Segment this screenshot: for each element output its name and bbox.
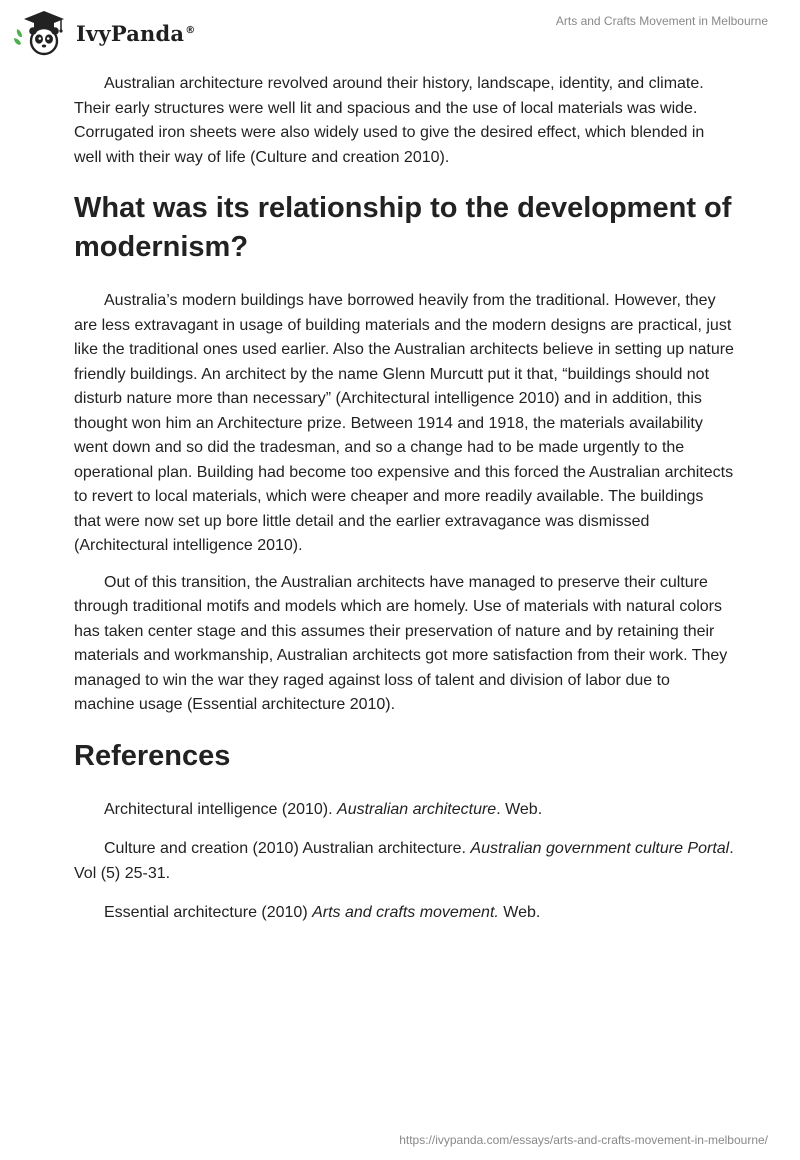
body-paragraph: Australia’s modern buildings have borrowed heavily from the traditional. However, they are less extravagant in usage of building materials and the modern designs are practical, just like the traditional ones used earlier. Also the Australian architects believe in setting up nature friendly buildings. An architect by the name Glenn Murcutt put it that, “buildings should not disturb nature more than necessary” (Architectural intelligence 2010) and in addition, this thought won him an Architecture prize. Between 1914 and 1918, the materials availability went down and so did the tradesman, and so a change had to be made urgently to the operational plan. Building had become too expensive and this forced the Australian architects to revert to local materials, which were cheaper and more readily available. The buildings that were now set up bore little detail and the earlier extravagance was dismissed (Architectural intelligence 2010). <box>74 292 734 554</box>
brand-name: IvyPanda® <box>76 20 196 46</box>
reference-item: Culture and creation (2010) Australian architecture. Australian government culture Portal. Vol (5) 25-31. <box>74 840 734 882</box>
ivypanda-logo[interactable] <box>14 8 195 56</box>
reference-item: Essential architecture (2010) Arts and crafts movement. Web. <box>104 904 541 921</box>
references-heading: References <box>74 739 231 772</box>
reference-item: Architectural intelligence (2010). Australian architecture. Web. <box>104 800 543 818</box>
references-list <box>74 798 734 926</box>
source-url-link[interactable]: https://ivypanda.com/essays/arts-and-crafts-movement-in-melbourne/ <box>399 1133 768 1147</box>
section-heading: What was its relationship to the development of modernism? <box>74 192 732 263</box>
page-header <box>0 0 800 60</box>
panda-graduation-cap-icon <box>14 8 68 56</box>
registered-mark: ® <box>185 24 196 36</box>
essay-content <box>74 72 734 941</box>
body-paragraph: Out of this transition, the Australian architects have managed to preserve their culture through traditional motifs and models which are homely. Use of materials with natural colors has taken center stage and this assumes their preservation of nature and by retaining their materials and workmanship, Australian architects got more satisfaction from their work. They managed to win the war they raged against loss of talent and division of labor due to machine usage (Essential architecture 2010). <box>74 573 728 713</box>
intro-paragraph: Australian architecture revolved around their history, landscape, identity, and climate. Their early structures were well lit and spacious and the use of local materials was wide. Corrugated iron sheets were also widely used to give the desired effect, which blended in well with their way of life (Culture and creation 2010). <box>74 75 705 166</box>
document-title: Arts and Crafts Movement in Melbourne <box>555 14 768 28</box>
